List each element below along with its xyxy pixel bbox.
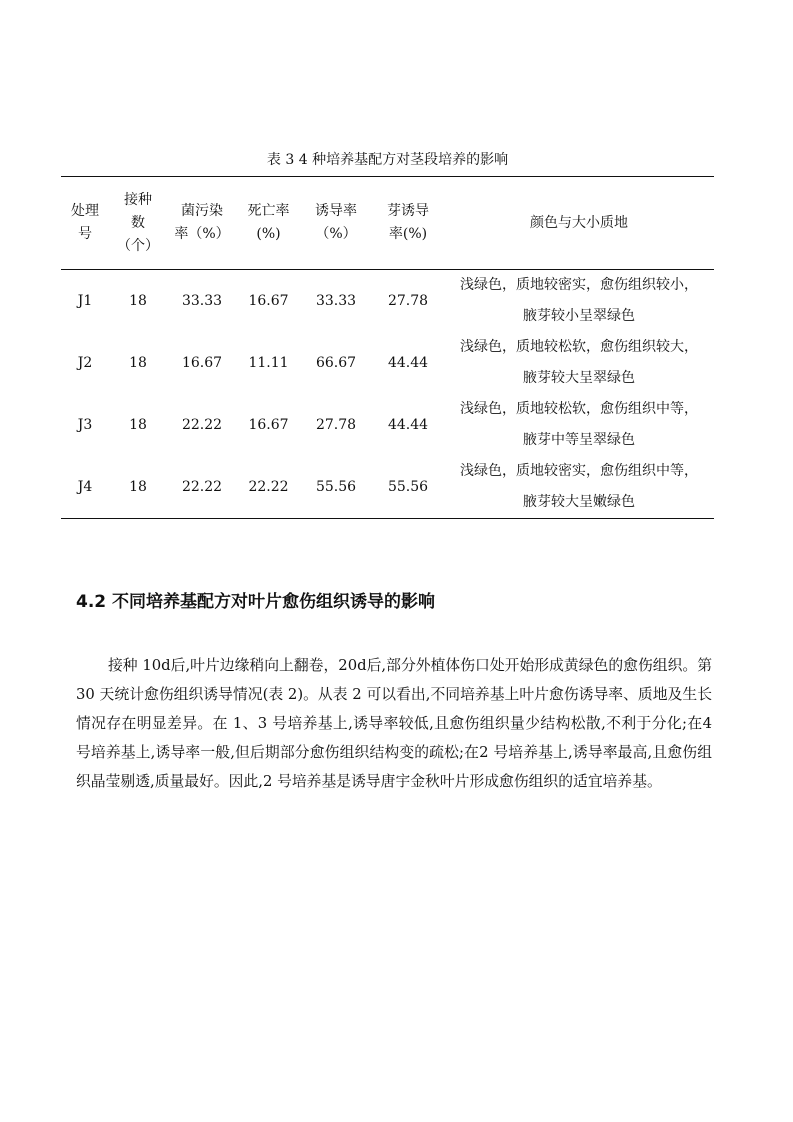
cell-induction: 66.67: [315, 355, 357, 371]
cell-count: 18: [129, 355, 147, 371]
cell-treatment: J3: [77, 417, 93, 433]
cell-mortality: 16.67: [248, 417, 289, 433]
cell-contamination: 22.22: [181, 417, 223, 433]
cell-bud-induction: 55.56: [372, 456, 444, 519]
cell-induction: 55.56: [300, 456, 372, 519]
cell-contamination: 33.33: [181, 293, 223, 309]
body-paragraph: 接种 10d后,叶片边缘稍向上翻卷，20d后,部分外植体伤口处开始形成黄绿色的愈伤组织。第 30 天统计愈伤组织诱导情况(表 2)。从表 2 可以看出,不同培养基上叶片愈伤诱导率、质地及生长情况存在明显差异。在 1、3 号培养基上,诱导率较低,且愈伤组织量少结构松散,不利于分化;在4 号培养基上,诱导率一般,但后期部分愈伤组织结构变的疏松;在2 号培养基上,诱导率最高,且愈伤组织晶莹剔透,质量最好。因此,2 号培养基是诱导唐宇金秋叶片形成愈伤组织的适宜培养基。: [76, 657, 712, 790]
cell-induction: 27.78: [315, 417, 357, 433]
cell-description: 浅绿色，质地较密实，愈伤组织较小， 腋芽较小呈翠绿色: [460, 277, 698, 324]
cell-bud-induction: 44.44: [387, 417, 429, 433]
header-contamination-rate: 菌污染 率（%）: [167, 177, 237, 270]
table-header-row: [61, 177, 714, 270]
cell-treatment: J4: [61, 456, 109, 519]
cell-description: 浅绿色，质地较密实，愈伤组织中等， 腋芽较大呈嫩绿色: [444, 456, 714, 519]
cell-treatment: J1: [77, 293, 93, 309]
cell-bud-induction: 27.78: [387, 293, 429, 309]
cell-mortality: 11.11: [248, 355, 289, 371]
cell-contamination: 22.22: [167, 456, 237, 519]
header-inoculation-count: 接种 数 （个）: [109, 177, 167, 270]
cell-description: 浅绿色，质地较松软，愈伤组织中等， 腋芽中等呈翠绿色: [460, 401, 698, 448]
cell-induction: 33.33: [315, 293, 357, 309]
cell-description: 浅绿色，质地较松软，愈伤组织较大， 腋芽较大呈翠绿色: [460, 339, 698, 386]
cell-treatment: J2: [77, 355, 93, 371]
table-caption: 表 3 4 种培养基配方对茎段培养的影响: [266, 152, 509, 168]
culture-medium-table: [61, 176, 714, 519]
header-induction-rate: 诱导率 （%）: [300, 177, 372, 270]
cell-mortality: 22.22: [237, 456, 300, 519]
cell-bud-induction: 44.44: [387, 355, 429, 371]
cell-count: 18: [129, 293, 147, 309]
table-row: [61, 456, 714, 519]
section-heading: 4.2 不同培养基配方对叶片愈伤组织诱导的影响: [76, 592, 436, 612]
table-row: [61, 270, 714, 333]
cell-contamination: 16.67: [181, 355, 223, 371]
table-row: [61, 394, 714, 456]
cell-count: 18: [129, 417, 147, 433]
table-row: [61, 332, 714, 394]
cell-count: 18: [109, 456, 167, 519]
header-treatment: 处理 号: [61, 177, 109, 270]
header-bud-induction-rate: 芽诱导 率(%): [372, 177, 444, 270]
cell-mortality: 16.67: [248, 293, 289, 309]
header-mortality-rate: 死亡率 (%): [237, 177, 300, 270]
header-color-size-texture: 颜色与大小质地: [444, 177, 714, 270]
